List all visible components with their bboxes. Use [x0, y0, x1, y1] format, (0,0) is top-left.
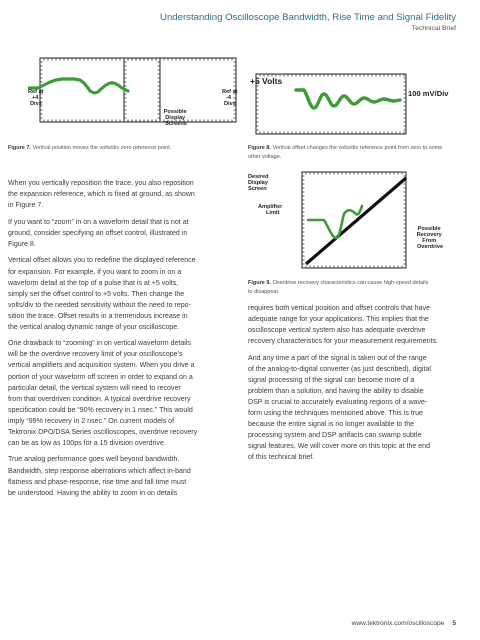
figure-7 — [28, 52, 240, 140]
paragraph: Vertical offset allows you to redefine the displayed reference for expansion. For example, if you want to zoom in on a waveform detail at the top of a pulse that is at +5 volts, simply set the offset control to +5 volts. Then change the volts/div to the needed sensitivity without the need to repo- sition the trace. Offset results in a tremendous increase in the vertical analog dynamic range of your oscilloscope. — [8, 257, 196, 331]
document-title: Understanding Oscilloscope Bandwidth, Rise Time and Signal Fidelity — [160, 12, 456, 23]
possible-screens-label: Possible Display Screens — [163, 109, 187, 127]
document-type: Technical Brief — [411, 25, 456, 32]
paragraph: And any time a part of the signal is taken out of the range of the analog-to-digital converter (as just described), digital signal processing of the signal can become more of a problem than a solution, and having the ability to disable DSP is crucial to accurately evaluating regions of a wave- form using the techniques mentioned above. This is true because the entire signal is no longer available to the processing system and DSP artifacts can swamp subtle signal features. We will cover more on this topic at the end of this technical brief. — [248, 354, 431, 462]
mv-per-div-label: 100 mV/Div — [408, 89, 449, 98]
plus-5-volts-label: +5 Volts — [250, 76, 283, 86]
figure-8-waveform — [296, 90, 400, 108]
ref-right-label: Ref at -4 Divs — [222, 89, 238, 107]
footer-url-link[interactable]: www.tektronix.com/oscilloscope — [351, 620, 445, 627]
paragraph: One drawback to “zooming” in on vertical waveform details will be the overdrive recovery limit of your oscilloscope’s vertical amplifiers and acquisition system. When you drive a portion of your waveform off screen in order to expand on a particular detail, the vertical system will need to recover from that overdriven condition. A typical overdrive recovery specification could be “90% recovery in 1 nsec.” This would imply “99% recovery in 2 nsec.” On current models of Tektronix DPO/DSA Series oscilloscopes, overdrive recovery can be as low as 100ps for a 15 division overdrive. — [8, 340, 198, 447]
figure-9-caption: Figure 9. Overdrive recovery characteristics can cause high-speed details to disappear. — [248, 280, 429, 295]
amplifier-limit-label: Amplifier Limit — [258, 204, 283, 216]
right-text-column — [248, 303, 474, 469]
paragraph: When you vertically reposition the trace, you also reposition the expansion reference, which is fixed at ground, as shown in Figure 7. — [8, 180, 195, 210]
paragraph: requires both vertical position and offset controls that have adequate range for your applications. This implies that the oscilloscope vertical system also has adequate overdrive recovery characteristics for your measurement requirements. — [248, 305, 438, 346]
page-number: 5 — [452, 620, 456, 627]
figure-7-caption: Figure 7. Vertical position moves the volts/div zero reference point. — [8, 145, 172, 151]
page-footer — [352, 620, 456, 627]
figure-8 — [248, 70, 468, 140]
left-text-column — [8, 178, 242, 504]
figure-9 — [248, 168, 468, 276]
desired-display-screen-label: Desired Display Screen — [248, 174, 269, 192]
paragraph: True analog performance goes well beyond bandwidth. Bandwidth, step response aberrations which affect in-band flatness and phase-response, rise time and fall time must be understood. Having the ability to zoom in on details — [8, 456, 191, 497]
figure-8-caption: Figure 8. Vertical offset changes the volts/div reference point from zero to some other voltage. — [248, 145, 443, 160]
paragraph: If you want to “zoom” in on a waveform detail that is not at ground, consider specifying an offset control, illustrated in Figure 8. — [8, 218, 189, 248]
ref-left-label: Ref at +4 Divs — [28, 89, 44, 107]
possible-recovery-label: Possible Recovery From Overdrive — [416, 226, 444, 250]
